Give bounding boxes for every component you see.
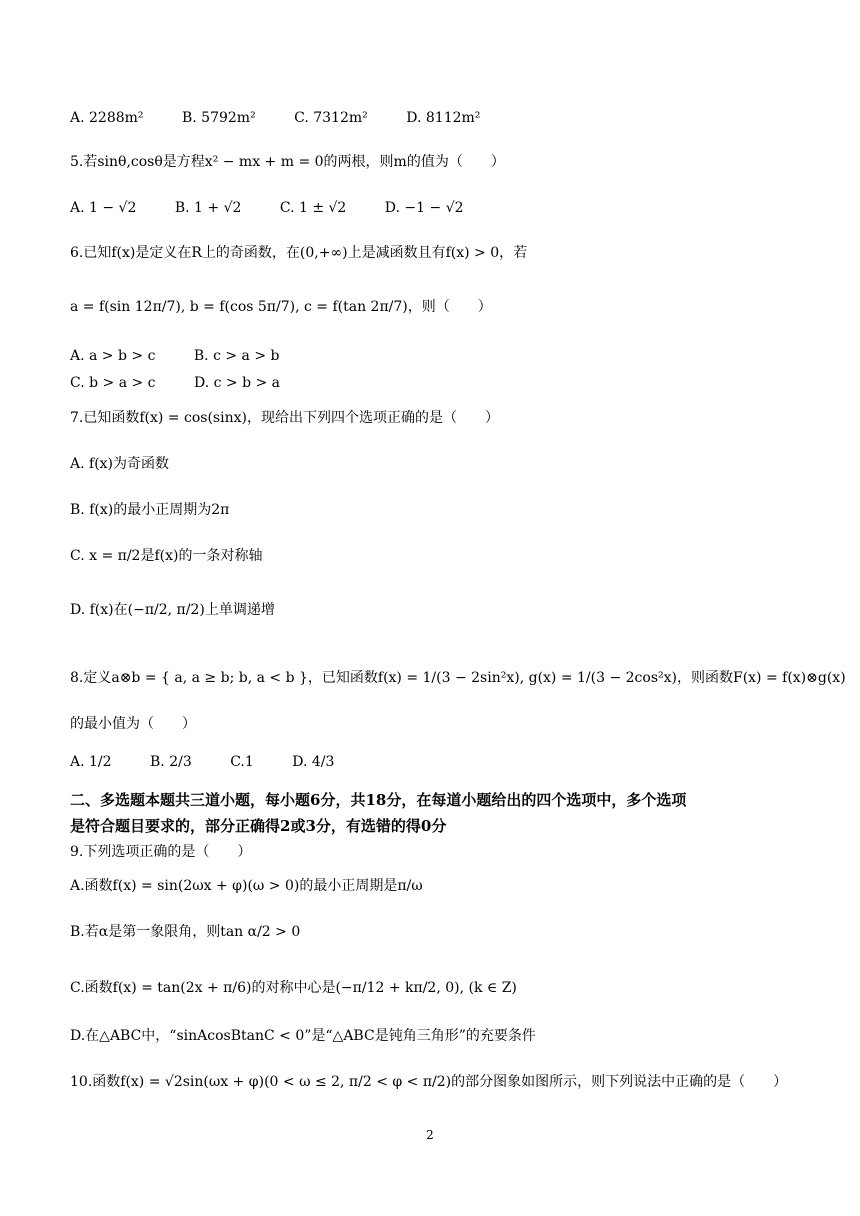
- q6-option-c: C. b > a > c: [70, 375, 156, 391]
- q4-option-b: B. 5792m²: [181, 110, 256, 126]
- q8-stem-line2: 的最小值为（ ）: [70, 716, 196, 732]
- q9-stem: 9.下列选项正确的是（ ）: [70, 844, 252, 860]
- q4-option-a: A. 2288m²: [70, 110, 144, 126]
- q6-options-row1: [70, 346, 820, 366]
- q6-option-b: B. c > a > b: [193, 348, 280, 364]
- q8-options: [70, 752, 820, 772]
- q7-option-a: A. f(x)为奇函数: [70, 456, 170, 472]
- q7-option-b: B. f(x)的最小正周期为2π: [70, 502, 230, 518]
- q5-option-c: C. 1 ± √2: [279, 200, 347, 216]
- q9-option-c: C.函数f(x) = tan(2x + π/6)的对称中心是(−π/12 + kπ/2, 0), (k ∈ Z): [70, 980, 517, 996]
- q7-stem: 7.已知函数f(x) = cos(sinx)，现给出下列四个选项正确的是（ ）: [70, 410, 499, 426]
- section2-heading-line2: 是符合题目要求的，部分正确得2或3分，有选错的得0分: [70, 817, 447, 835]
- q8-option-a: A. 1/2: [70, 754, 112, 770]
- q6-option-d: D. c > b > a: [193, 375, 281, 391]
- q8-stem-line1: 8.定义a⊗b = { a, a ≥ b; b, a < b }，已知函数f(x) = 1/(3 − 2sin²x), g(x) = 1/(3 − 2cos²x)，则函数F(x) = f(x)⊗g(x): [70, 670, 846, 686]
- q9-option-a: A.函数f(x) = sin(2ωx + φ)(ω > 0)的最小正周期是π/ω: [70, 878, 423, 894]
- q8-option-d: D. 4/3: [292, 754, 335, 770]
- q4-options: [70, 108, 820, 128]
- q8-option-b: B. 2/3: [150, 754, 192, 770]
- q8-option-c: C.1: [230, 754, 254, 770]
- page-number: 2: [426, 1128, 434, 1142]
- q5-option-d: D. −1 − √2: [384, 200, 464, 216]
- q6-option-a: A. a > b > c: [70, 348, 156, 364]
- q7-option-d: D. f(x)在(−π/2, π/2)上单调递增: [70, 602, 275, 618]
- q5-option-b: B. 1 + √2: [174, 200, 242, 216]
- q4-option-d: D. 8112m²: [406, 110, 481, 126]
- q5-options: [70, 198, 820, 218]
- q6-stem-line2: a = f(sin 12π/7), b = f(cos 5π/7), c = f(tan 2π/7)，则（ ）: [70, 299, 492, 315]
- q9-option-d: D.在△ABC中，“sinAcosBtanC < 0”是“△ABC是钝角三角形”的充要条件: [70, 1028, 536, 1044]
- q10-stem: 10.函数f(x) = √2sin(ωx + φ)(0 < ω ≤ 2, π/2 < φ < π/2)的部分图象如图所示，则下列说法中正确的是（ ）: [70, 1074, 788, 1090]
- q7-option-c: C. x = π/2是f(x)的一条对称轴: [70, 548, 263, 564]
- q9-option-b: B.若α是第一象限角，则tan α/2 > 0: [70, 924, 301, 940]
- q5-stem: 5.若sinθ,cosθ是方程x² − mx + m = 0的两根，则m的值为（ ）: [70, 154, 505, 170]
- q5-option-a: A. 1 − √2: [70, 200, 137, 216]
- q6-stem-line1: 6.已知f(x)是定义在R上的奇函数，在(0,+∞)上是减函数且有f(x) > 0，若: [70, 245, 528, 261]
- q6-options-row2: [70, 373, 820, 393]
- q4-option-c: C. 7312m²: [294, 110, 368, 126]
- section2-heading-line1: 二、多选题本题共三道小题，每小题6分，共18分，在每道小题给出的四个选项中，多个选项: [70, 791, 687, 809]
